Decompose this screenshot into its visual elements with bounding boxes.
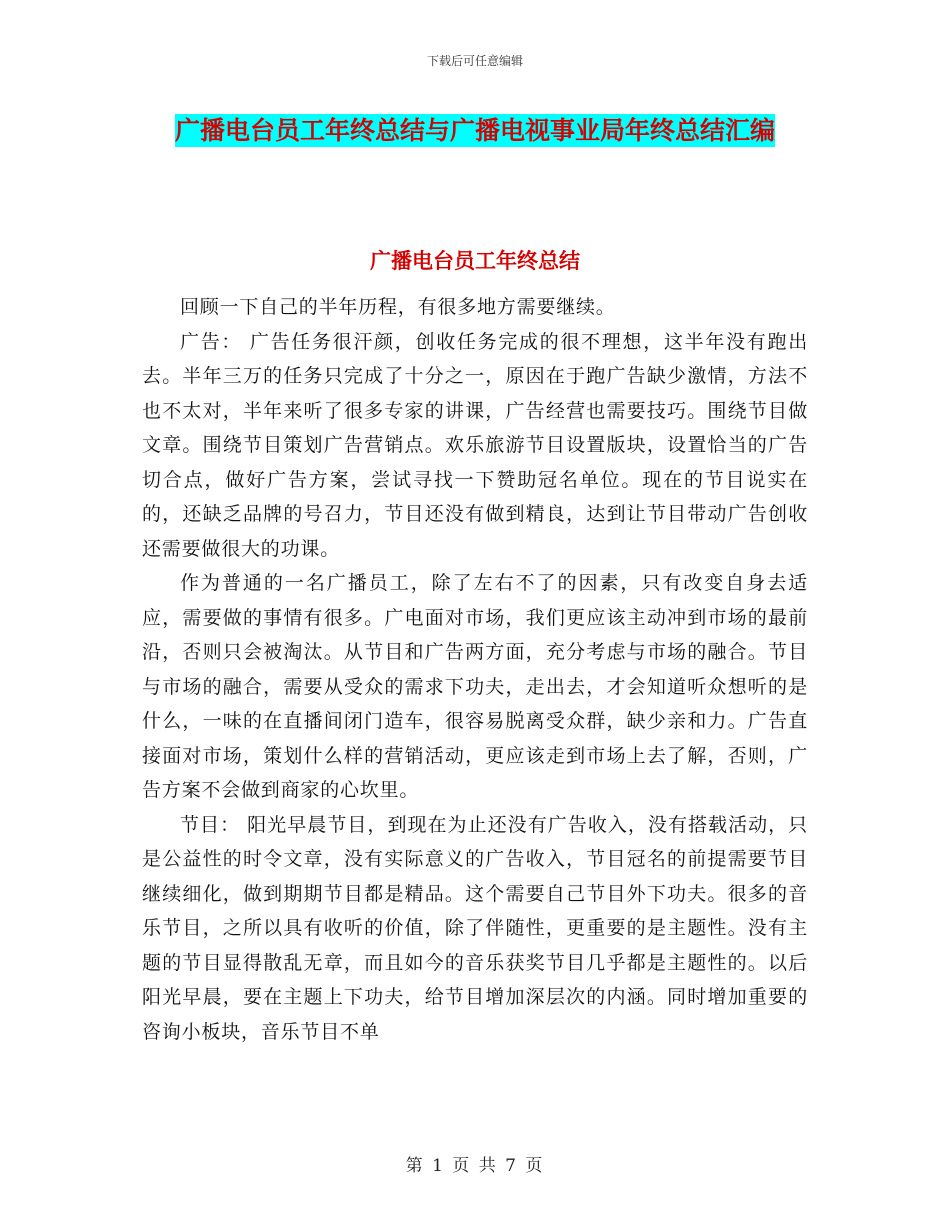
document-title [140,108,810,154]
paragraph: 节目： 阳光早晨节目，到现在为止还没有广告收入，没有搭载活动，只是公益性的时令文章，没有实际意义的广告收入，节目冠名的前提需要节目继续细化，做到期期节目都是精品。这个需要自己节目外下功夫。很多的音乐节目，之所以具有收听的价值，除了伴随性，更重要的是主题性。没有主题的节目显得散乱无章，而且如今的音乐获奖节目几乎都是主题性的。以后阳光早晨，要在主题上下功夫，给节目增加深层次的内涵。同时增加重要的咨询小板块，音乐节目不单 [142,813,808,1043]
document-body [142,290,808,1049]
paragraph: 广告： 广告任务很汗颜，创收任务完成的很不理想，这半年没有跑出去。半年三万的任务只完成了十分之一，原因在于跑广告缺少激情，方法不也不太对，半年来听了很多专家的讲课，广告经营也需要技巧。围绕节目做文章。围绕节目策划广告营销点。欢乐旅游节目设置版块，设置恰当的广告切合点，做好广告方案，尝试寻找一下赞助冠名单位。现在的节目说实在的，还缺乏品牌的号召力，节目还没有做到精良，达到让节目带动广告创收还需要做很大的功课。 [142,330,808,560]
paragraph: 作为普通的一名广播员工，除了左右不了的因素，只有改变自身去适应，需要做的事情有很多。广电面对市场，我们更应该主动冲到市场的最前沿，否则只会被淘汰。从节目和广告两方面，充分考虑与市场的融合。节目与市场的融合，需要从受众的需求下功夫，走出去，才会知道听众想听的是什么，一味的在直播间闭门造车，很容易脱离受众群，缺少亲和力。广告直接面对市场，策划什么样的营销活动，更应该走到市场上去了解，否则，广告方案不会做到商家的心坎里。 [142,572,808,801]
document-title-highlight: 广播电台员工年终总结与广播电视事业局年终总结汇编 [174,116,775,145]
page-number-footer: 第 1 页 共 7 页 [405,1156,545,1176]
section-title: 广播电台员工年终总结 [370,249,580,273]
page-header-note: 下载后可任意编辑 [426,54,523,68]
paragraph: 回顾一下自己的半年历程，有很多地方需要继续。 [180,296,616,318]
